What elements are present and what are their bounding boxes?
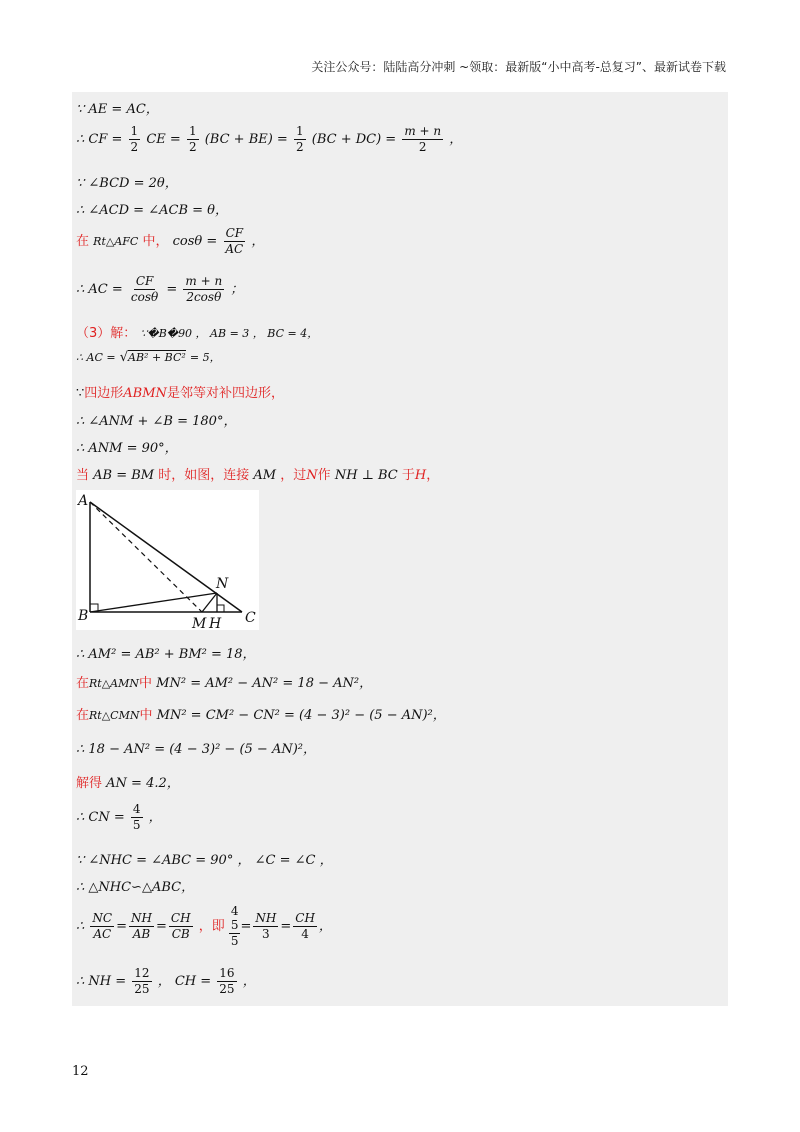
nh-over-3: [253, 911, 278, 942]
label-a: A: [78, 493, 89, 509]
sqrt-pre: ∴ AC =: [76, 351, 116, 364]
nh-over-ab: [129, 911, 154, 942]
mn-num: m + n: [404, 124, 442, 138]
line-similar: ∴ △NHC∽△ABC，: [76, 880, 195, 895]
line-angle-sum: ∴ ∠ANM + ∠B = 180°，: [76, 414, 237, 429]
cos-end: ，: [251, 234, 265, 249]
line-cn: [76, 802, 162, 833]
d6: 4: [301, 927, 309, 941]
mn-over-2cos: [183, 274, 224, 305]
cf-pre: ∴ CF =: [76, 132, 123, 147]
half-den: 2: [295, 140, 304, 154]
abmn: ABMN: [123, 386, 167, 401]
nh-pre: ∴ NH =: [76, 974, 127, 989]
part3-given: ∵�B�90 ， AB = 3 ， BC = 4，: [140, 327, 319, 340]
right-angle-h: [217, 605, 224, 612]
red-zhong: 中，: [142, 234, 169, 249]
m3: N: [306, 468, 318, 483]
segment-bn: [90, 593, 217, 612]
mn-den: 2: [418, 140, 427, 154]
part3-label: （3）解：: [76, 326, 137, 341]
ch-over-cb: [169, 911, 193, 942]
n6: CH: [295, 911, 315, 925]
cn-end: ，: [148, 810, 162, 825]
d5: 3: [262, 927, 270, 941]
cf-over-cos: [129, 274, 160, 305]
red-def: 是邻等对补四边形，: [166, 386, 284, 401]
half-den: 2: [130, 140, 139, 154]
d1: AC: [93, 927, 112, 941]
sixteen-25: [217, 966, 236, 997]
num2: m + n: [185, 274, 223, 288]
r15b: 中: [139, 708, 153, 723]
line-ratios: ∴ $\frac{NC}{AC}$ = $\frac{NH}{AB}$ = $\frac{CH}{CB}$ ，即 4 $\frac{5}{5}$ = $\frac{NH}{3}$ = $\frac{CH}{4}$ ，: [76, 904, 332, 948]
m2: AM: [253, 468, 277, 483]
line-rt-cmn: [76, 704, 446, 723]
n2: NH: [131, 911, 152, 925]
line-acd: ∴ ∠ACD = ∠ACB = θ，: [76, 203, 228, 218]
ac-eq: =: [166, 282, 178, 297]
line-construction: [76, 464, 439, 483]
m4: NH ⊥ BC: [334, 468, 398, 483]
cn-num: 4: [132, 802, 141, 816]
label-b: B: [78, 608, 89, 624]
m1: AB = BM: [93, 468, 155, 483]
nh-num: 12: [134, 966, 150, 980]
line-ae-eq-ac: ∵ AE = AC，: [76, 102, 159, 117]
r4: 作: [317, 468, 331, 483]
ji-label: ，即: [198, 919, 225, 934]
half-fraction-2: [187, 124, 199, 155]
tri-cmn: Rt△CMN: [89, 709, 140, 722]
half-num: 1: [130, 124, 139, 138]
ch-num: 16: [219, 966, 235, 980]
cn-den: 5: [132, 818, 141, 832]
r6: ，: [426, 468, 440, 483]
line-angles: ∵ ∠NHC = ∠ABC = 90° ， ∠C = ∠C ，: [76, 853, 333, 868]
r14b: 中: [139, 676, 153, 691]
ch-end: ，: [242, 974, 256, 989]
sqrt-radicand: AB² + BC²: [128, 351, 186, 364]
sqrt-sign-icon: √: [119, 350, 129, 365]
line-ac-value: [76, 274, 243, 305]
half-den: 2: [188, 140, 197, 154]
ch-mid: ， CH =: [157, 974, 212, 989]
an-value: AN = 4.2，: [106, 776, 180, 791]
four-fifths: [131, 802, 143, 833]
n3: CH: [170, 911, 191, 925]
sqrt-end: = 5，: [189, 351, 221, 364]
ratio-end: ，: [318, 919, 332, 934]
r15a: 在: [76, 708, 90, 723]
label-m: M: [192, 616, 207, 630]
tri-afc: Rt△AFC: [93, 235, 139, 248]
nc-over-ac: [90, 911, 114, 942]
line-am-squared: ∴ AM² = AB² + BM² = 18，: [76, 647, 256, 662]
because-sym: ∵: [76, 386, 85, 401]
line-rt-amn: [76, 672, 372, 691]
triangle-figure: [76, 490, 259, 630]
label-n: N: [216, 576, 229, 592]
page-header: 关注公众号：陆陆高分冲刺 ~领取：最新版“小中高考-总复习”、最新试卷下载: [311, 60, 726, 74]
triangle-diagram: [76, 490, 259, 630]
line-part3: [76, 322, 318, 341]
line-bcd: ∵ ∠BCD = 2θ，: [76, 176, 178, 191]
r14a: 在: [76, 676, 90, 691]
half-num: 1: [188, 124, 197, 138]
line-anm: ∴ ANM = 90°，: [76, 441, 178, 456]
eq-amn: MN² = AM² − AN² = 18 − AN²，: [156, 676, 373, 691]
cf-mid2: (BC + BE) =: [204, 132, 288, 147]
ch-over-4: [293, 911, 317, 942]
r5: 于: [401, 468, 415, 483]
d3: CB: [171, 927, 190, 941]
cn-pre: ∴ CN =: [76, 810, 125, 825]
r3: ，过: [280, 468, 307, 483]
ac-den: AC: [225, 242, 244, 256]
line-solve-an: [76, 772, 180, 791]
line-cf-expression: [76, 124, 462, 155]
nested-top: 4: [230, 904, 239, 918]
eq-cmn: MN² = CM² − CN² = (4 − 3)² − (5 − AN)²，: [156, 708, 446, 723]
half-num: 1: [295, 124, 304, 138]
segment-mn: [202, 593, 217, 612]
line-cos-theta: [76, 226, 264, 257]
cf-num: CF: [225, 226, 244, 240]
ac-pre: ∴ AC =: [76, 282, 123, 297]
line-equation: ∴ 18 − AN² = (4 − 3)² − (5 − AN)²，: [76, 742, 316, 757]
segment-am-dashed: [90, 502, 202, 612]
segment-ac: [90, 502, 242, 612]
num1: CF: [135, 274, 154, 288]
cf-over-ac: [223, 226, 245, 257]
den2: 2cosθ: [186, 290, 222, 304]
line-nh-ch: [76, 966, 256, 997]
nested-frac: [229, 918, 241, 949]
n1: NC: [92, 911, 113, 925]
cf-end: ，: [449, 132, 463, 147]
n4: 5: [230, 918, 239, 932]
solve-label: 解得: [76, 776, 103, 791]
d4: 5: [230, 934, 239, 948]
r1: 当: [76, 468, 90, 483]
line-quadrilateral: [76, 382, 284, 401]
cf-mid1: CE =: [146, 132, 181, 147]
d2: AB: [132, 927, 151, 941]
cf-mid3: (BC + DC) =: [311, 132, 397, 147]
cos-label: cosθ =: [172, 234, 218, 249]
r2: 时，如图，连接: [158, 468, 250, 483]
therefore: ∴: [76, 919, 85, 934]
m5: H: [414, 468, 427, 483]
n5: NH: [255, 911, 277, 925]
red-sibianxing: 四边形: [84, 386, 124, 401]
half-fraction-1: [129, 124, 141, 155]
twelve-25: [132, 966, 151, 997]
page-number: 12: [72, 1064, 89, 1079]
ac-end: ；: [230, 282, 244, 297]
red-zai: 在: [76, 234, 90, 249]
label-c: C: [245, 610, 256, 626]
ch-den: 25: [219, 982, 235, 996]
nh-den: 25: [134, 982, 150, 996]
tri-amn: Rt△AMN: [89, 677, 140, 690]
line-ac-sqrt: [76, 349, 221, 365]
nested-fraction: [229, 904, 241, 949]
den1: cosθ: [130, 290, 159, 304]
mn-over-2: [402, 124, 443, 155]
label-h: H: [209, 616, 222, 630]
half-fraction-3: [294, 124, 306, 155]
